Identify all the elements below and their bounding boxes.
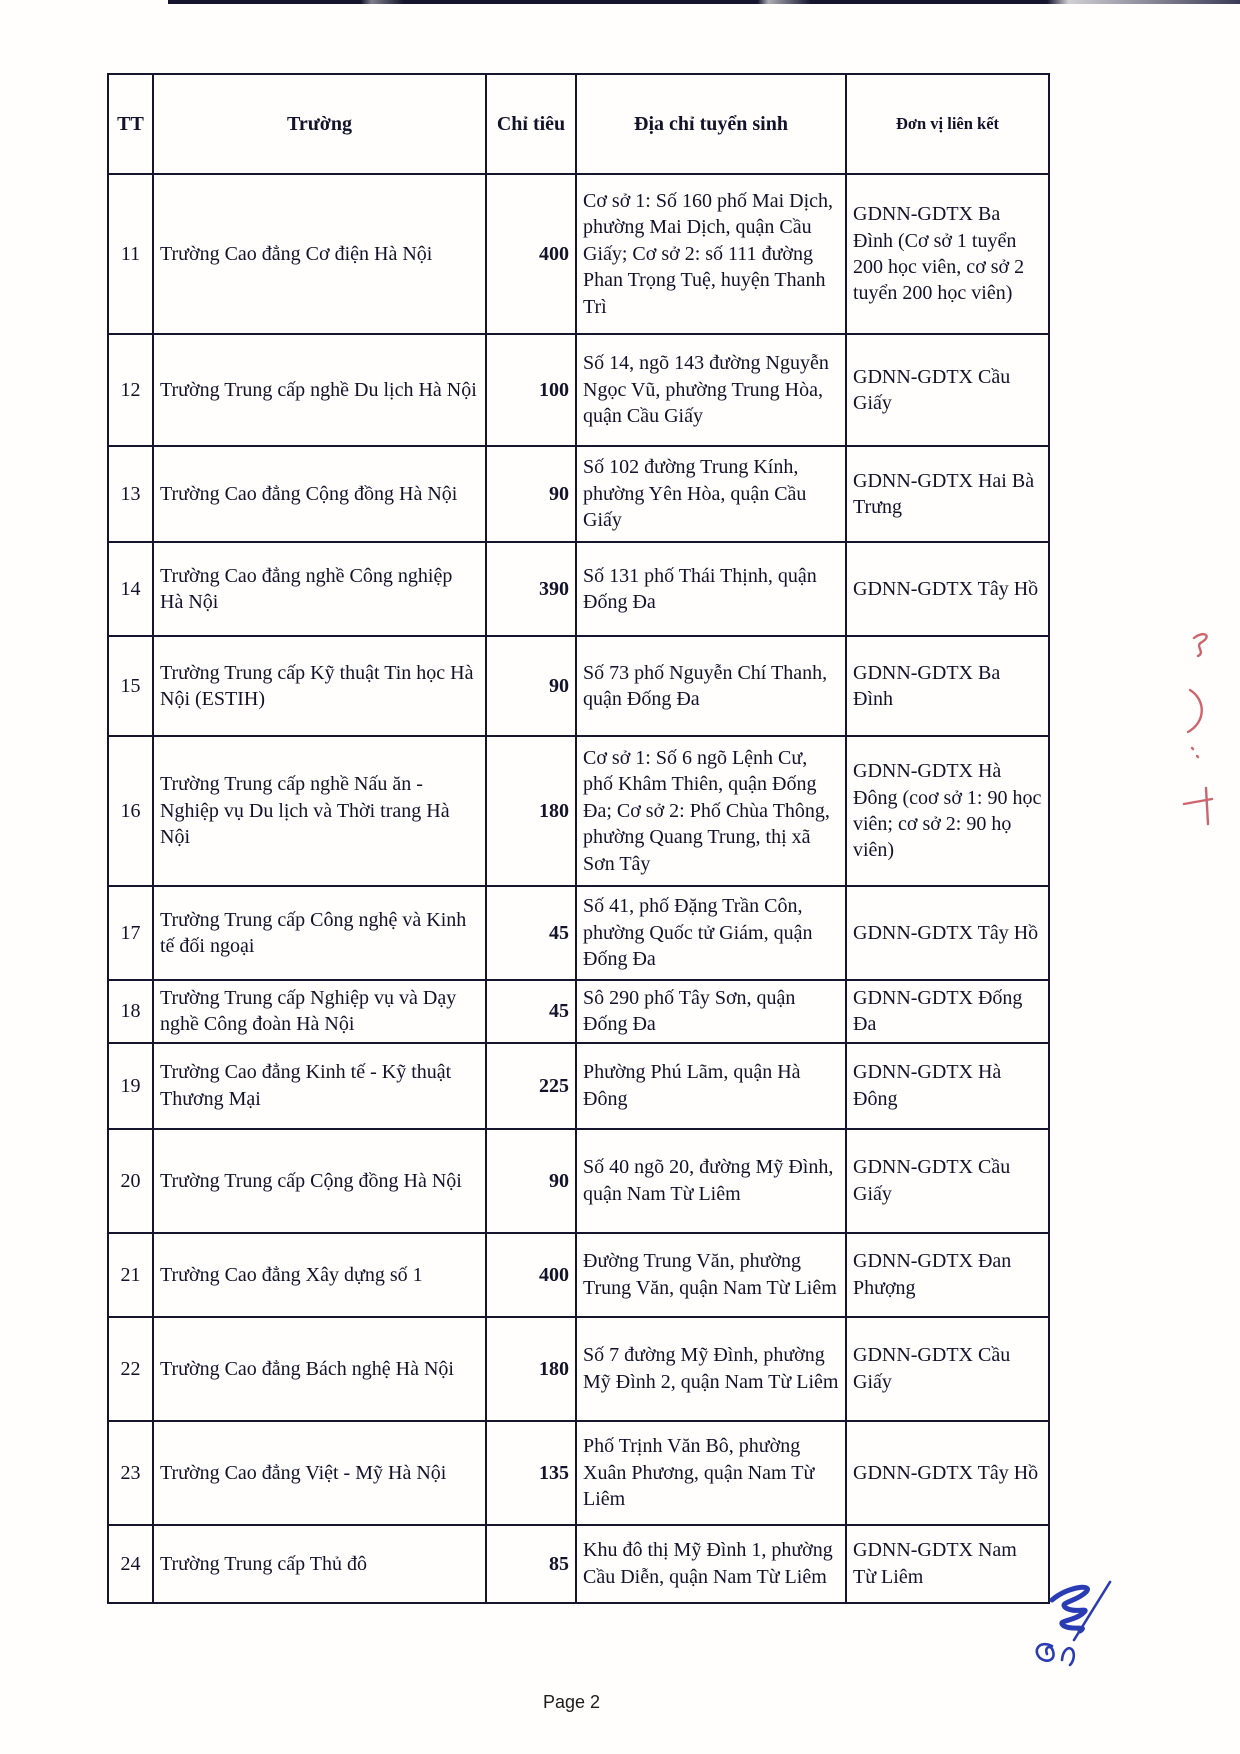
cell-row-number: 17	[108, 886, 153, 980]
cell-address: Số 41, phố Đặng Trần Côn, phường Quốc tử Giám, quận Đống Đa	[576, 886, 846, 980]
cell-school-name: Trường Trung cấp Cộng đồng Hà Nội	[153, 1129, 486, 1233]
cell-quota: 135	[486, 1421, 576, 1525]
cell-address: Số 40 ngõ 20, đường Mỹ Đình, quận Nam Từ Liêm	[576, 1129, 846, 1233]
cell-row-number: 15	[108, 636, 153, 736]
cell-address: Số 14, ngõ 143 đường Nguyễn Ngọc Vũ, phường Trung Hòa, quận Cầu Giấy	[576, 334, 846, 446]
cell-row-number: 19	[108, 1043, 153, 1129]
cell-row-number: 13	[108, 446, 153, 542]
page-number: Page 2	[543, 1692, 601, 1712]
cell-affiliate: GDNN-GDTX Hà Đông	[846, 1043, 1049, 1129]
cell-school-name: Trường Trung cấp nghề Nấu ăn - Nghiệp vụ Du lịch và Thời trang Hà Nội	[153, 736, 486, 886]
cell-address: Khu đô thị Mỹ Đình 1, phường Cầu Diễn, quận Nam Từ Liêm	[576, 1525, 846, 1603]
cell-affiliate: GDNN-GDTX Ba Đình (Cơ sở 1 tuyển 200 học viên, cơ sở 2 tuyển 200 học viên)	[846, 174, 1049, 334]
table-row	[108, 446, 1049, 542]
cell-school-name: Trường Cao đẳng Bách nghệ Hà Nội	[153, 1317, 486, 1421]
cell-row-number: 11	[108, 174, 153, 334]
table-row	[108, 174, 1049, 334]
cell-quota: 90	[486, 446, 576, 542]
cell-row-number: 18	[108, 980, 153, 1043]
cell-affiliate: GDNN-GDTX Ba Đình	[846, 636, 1049, 736]
col-header-quota: Chỉ tiêu	[486, 74, 576, 174]
table-row	[108, 334, 1049, 446]
table-row	[108, 1129, 1049, 1233]
table-header-row	[108, 74, 1049, 174]
cell-school-name: Trường Cao đẳng Xây dựng số 1	[153, 1233, 486, 1317]
cell-address: Số 131 phố Thái Thịnh, quận Đống Đa	[576, 542, 846, 636]
cell-row-number: 23	[108, 1421, 153, 1525]
cell-row-number: 21	[108, 1233, 153, 1317]
col-header-affiliate: Đơn vị liên kết	[846, 74, 1049, 174]
table-row	[108, 1233, 1049, 1317]
cell-school-name: Trường Cao đẳng Cơ điện Hà Nội	[153, 174, 486, 334]
cell-school-name: Trường Cao đẳng Việt - Mỹ Hà Nội	[153, 1421, 486, 1525]
cell-affiliate: GDNN-GDTX Cầu Giấy	[846, 1317, 1049, 1421]
admissions-table	[107, 73, 1050, 1604]
cell-row-number: 16	[108, 736, 153, 886]
cell-affiliate: GDNN-GDTX Tây Hồ	[846, 1421, 1049, 1525]
table-row	[108, 980, 1049, 1043]
table-row	[108, 1525, 1049, 1603]
cell-address: Phố Trịnh Văn Bô, phường Xuân Phương, quận Nam Từ Liêm	[576, 1421, 846, 1525]
col-header-school: Trường	[153, 74, 486, 174]
cell-row-number: 24	[108, 1525, 153, 1603]
cell-school-name: Trường Trung cấp Kỹ thuật Tin học Hà Nội (ESTIH)	[153, 636, 486, 736]
cell-school-name: Trường Trung cấp nghề Du lịch Hà Nội	[153, 334, 486, 446]
cell-row-number: 22	[108, 1317, 153, 1421]
table-row	[108, 736, 1049, 886]
cell-quota: 180	[486, 1317, 576, 1421]
cell-affiliate: GDNN-GDTX Nam Từ Liêm	[846, 1525, 1049, 1603]
table-row	[108, 1317, 1049, 1421]
cell-quota: 45	[486, 980, 576, 1043]
cell-quota: 400	[486, 1233, 576, 1317]
table-row	[108, 636, 1049, 736]
cell-address: Số 7 đường Mỹ Đình, phường Mỹ Đình 2, quận Nam Từ Liêm	[576, 1317, 846, 1421]
cell-row-number: 14	[108, 542, 153, 636]
cell-school-name: Trường Trung cấp Nghiệp vụ và Dạy nghề Công đoàn Hà Nội	[153, 980, 486, 1043]
cell-quota: 225	[486, 1043, 576, 1129]
cell-quota: 100	[486, 334, 576, 446]
cell-affiliate: GDNN-GDTX Đống Đa	[846, 980, 1049, 1043]
cell-row-number: 12	[108, 334, 153, 446]
cell-affiliate: GDNN-GDTX Hai Bà Trưng	[846, 446, 1049, 542]
cell-address: Đường Trung Văn, phường Trung Văn, quận Nam Từ Liêm	[576, 1233, 846, 1317]
col-header-tt: TT	[108, 74, 153, 174]
cell-quota: 90	[486, 1129, 576, 1233]
cell-quota: 90	[486, 636, 576, 736]
cell-address: Sô 290 phố Tây Sơn, quận Đống Đa	[576, 980, 846, 1043]
table-row	[108, 1043, 1049, 1129]
cell-affiliate: GDNN-GDTX Cầu Giấy	[846, 334, 1049, 446]
cell-affiliate: GDNN-GDTX Cầu Giấy	[846, 1129, 1049, 1233]
table-row	[108, 886, 1049, 980]
cell-address: Số 102 đường Trung Kính, phường Yên Hòa, quận Cầu Giấy	[576, 446, 846, 542]
signature-mark	[1018, 1578, 1138, 1674]
cell-row-number: 20	[108, 1129, 153, 1233]
cell-affiliate: GDNN-GDTX Hà Đông (coơ sở 1: 90 học viên; cơ sở 2: 90 họ viên)	[846, 736, 1049, 886]
cell-school-name: Trường Trung cấp Thủ đô	[153, 1525, 486, 1603]
cell-quota: 390	[486, 542, 576, 636]
cell-quota: 85	[486, 1525, 576, 1603]
cell-school-name: Trường Trung cấp Công nghệ và Kinh tế đối ngoại	[153, 886, 486, 980]
cell-school-name: Trường Cao đẳng Kinh tế - Kỹ thuật Thương Mại	[153, 1043, 486, 1129]
table-row	[108, 1421, 1049, 1525]
cell-school-name: Trường Cao đẳng Cộng đồng Hà Nội	[153, 446, 486, 542]
cell-address: Cơ sở 1: Số 160 phố Mai Dịch, phường Mai Dịch, quận Cầu Giấy; Cơ sở 2: số 111 đường Phan Trọng Tuệ, huyện Thanh Trì	[576, 174, 846, 334]
cell-affiliate: GDNN-GDTX Tây Hồ	[846, 542, 1049, 636]
cell-address: Cơ sở 1: Số 6 ngõ Lệnh Cư, phố Khâm Thiên, quận Đống Đa; Cơ sở 2: Phố Chùa Thông, phường Quang Trung, thị xã Sơn Tây	[576, 736, 846, 886]
cell-affiliate: GDNN-GDTX Tây Hồ	[846, 886, 1049, 980]
cell-affiliate: GDNN-GDTX Đan Phượng	[846, 1233, 1049, 1317]
cell-quota: 400	[486, 174, 576, 334]
margin-annotation-marks	[1180, 628, 1240, 858]
cell-address: Số 73 phố Nguyễn Chí Thanh, quận Đống Đa	[576, 636, 846, 736]
cell-quota: 45	[486, 886, 576, 980]
col-header-address: Địa chỉ tuyển sinh	[576, 74, 846, 174]
cell-quota: 180	[486, 736, 576, 886]
table-row	[108, 542, 1049, 636]
scan-edge-artifact	[168, 0, 1240, 4]
cell-address: Phường Phú Lãm, quận Hà Đông	[576, 1043, 846, 1129]
cell-school-name: Trường Cao đẳng nghề Công nghiệp Hà Nội	[153, 542, 486, 636]
